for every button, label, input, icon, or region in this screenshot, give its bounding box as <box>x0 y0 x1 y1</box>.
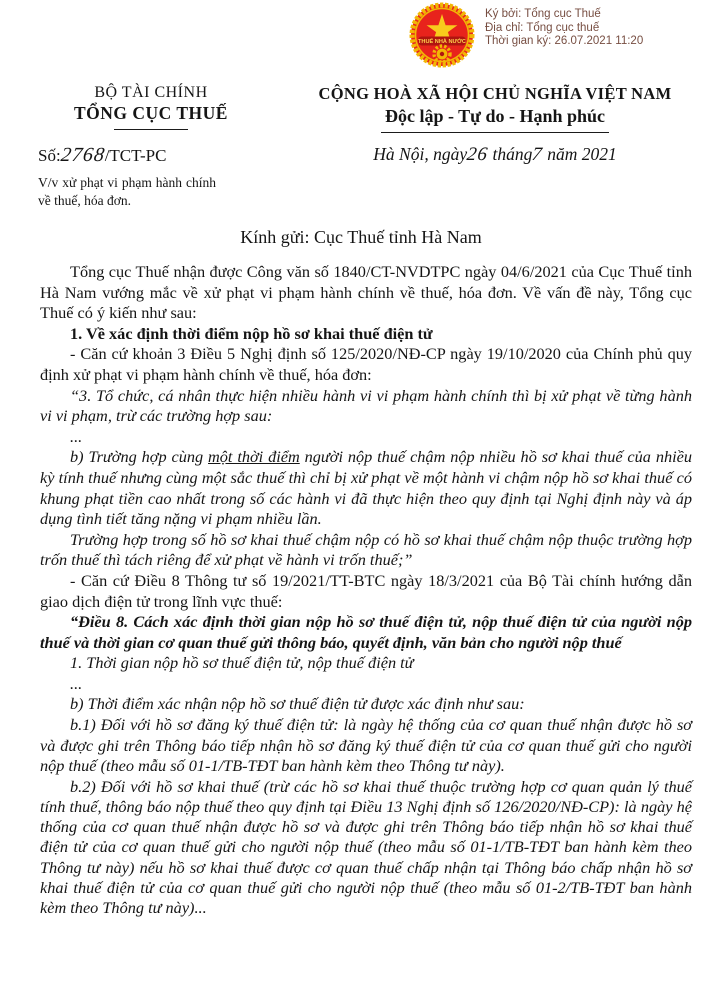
doc-number-block <box>26 144 276 210</box>
body-quote-article-8-title: “Điều 8. Cách xác định thời gian nộp hồ sơ thuế điện tử, nộp thuế điện tử của người nộp thuế và thời gian cơ quan thuế gửi thông báo, quyết định, văn bản cho người nộp thuế <box>40 612 692 652</box>
date-prefix: Hà Nội, ngày <box>373 144 468 164</box>
body-quote-point-b-confirm: b) Thời điểm xác nhận nộp hồ sơ thuế điện tử được xác định như sau: <box>70 694 525 714</box>
national-title: CỘNG HOÀ XÃ HỘI CHỦ NGHĨA VIỆT NAM <box>318 84 672 103</box>
quote-b-underlined: một thời điểm <box>208 447 300 467</box>
body-paragraph-intro: Tổng cục Thuế nhận được Công văn số 1840/CT-NVDTPC ngày 04/6/2021 của Cục Thuế tỉnh Hà Nam vướng mắc về xử phạt vi phạm hành chính về thuế, hóa đơn. Về vấn đề này, Tổng cục Thuế có ý kiến như sau: <box>40 262 692 323</box>
document-meta <box>0 144 722 210</box>
date-middle: tháng <box>492 144 533 164</box>
body-quote-truong-hop: Trường hợp trong số hồ sơ khai thuế chậm nộp có hồ sơ khai thuế chậm nộp thuộc trường hợp trốn thuế thì tách riêng để xử phạt về hành vi trốn thuế;” <box>40 529 692 570</box>
signature-address: Địa chỉ: Tổng cục thuế <box>485 21 600 34</box>
agency-divider <box>114 129 188 130</box>
ministry-name: BỘ TÀI CHÍNH <box>94 84 208 101</box>
doc-number-suffix: /TCT-PC <box>104 146 167 165</box>
doc-number <box>38 144 276 167</box>
signature-signer: Ký bởi: Tổng cục Thuế <box>485 8 601 20</box>
national-motto-block <box>276 84 722 133</box>
body-quote-clause-3: “3. Tổ chức, cá nhân thực hiện nhiều hành vi vi phạm hành chính thì bị xử phạt về từng hành vi vi phạm, trừ các trường hợp sau: <box>40 385 692 426</box>
body-quote-point-b2: b.2) Đối với hồ sơ khai thuế (trừ các hồ sơ khai thuế thuộc trường hợp cơ quan quản lý thuế tính thuế, thông báo nộp thuế theo quy định tại Điều 13 Nghị định số 126/2020/NĐ-CP): là ngày hệ thống của cơ quan thuế nhận được hồ sơ và được ghi trên Thông báo tiếp nhận hồ sơ khai thuế điện tử của cơ quan thuế gửi cho người nộp thuế (theo mẫu số 01-1/TB-TĐT ban hành kèm theo Thông tư này) nếu hồ sơ khai thuế được cơ quan thuế chấp nhận tại Thông báo chấp nhận hồ sơ khai thuế điện tử của cơ quan thuế gửi cho người nộp thuế (theo mẫu số 01-2/TB-TĐT ban hành kèm theo Thông tư này)... <box>40 776 692 918</box>
tax-emblem-icon <box>408 2 476 68</box>
issuing-agency-block <box>26 84 276 133</box>
doc-subject-line2: chính về thuế, hóa đơn. <box>38 175 217 208</box>
doc-number-label: Số: <box>38 146 61 165</box>
emblem-banner-text: THUẾ NHÀ NƯỚC <box>418 39 466 45</box>
quote-b-pre: b) Trường hợp cùng <box>70 447 209 467</box>
doc-number-handwritten: 2768 <box>59 144 107 166</box>
doc-subject-line1: V/v xử phạt vi phạm hành <box>38 175 183 190</box>
motto-divider <box>381 132 609 133</box>
place-date-block <box>276 144 722 210</box>
body-quote-article-8-item-1: 1. Thời gian nộp hồ sơ thuế điện tử, nộp thuế điện tử <box>70 653 414 673</box>
place-date <box>276 144 714 166</box>
body-ellipsis-2: ... <box>70 673 83 693</box>
recipient-line: Kính gửi: Cục Thuế tỉnh Hà Nam <box>240 227 482 247</box>
date-day-handwritten: 26 <box>465 144 490 165</box>
body-quote-point-b1: b.1) Đối với hồ sơ đăng ký thuế điện tử: là ngày hệ thống của cơ quan thuế nhận được hồ sơ và được ghi trên Thông báo tiếp nhận hồ sơ đăng ký thuế điện tử của cơ quan thuế gửi cho người nộp thuế (theo mẫu số 01-1/TB-TĐT ban hành kèm theo Thông tư này). <box>40 715 692 776</box>
date-month-handwritten: 7 <box>530 144 545 165</box>
department-name: TỔNG CỤC THUẾ <box>74 103 228 123</box>
body-paragraph-legal-basis-2: - Căn cứ Điều 8 Thông tư số 19/2021/TT-BTC ngày 18/3/2021 của Bộ Tài chính hướng dẫn giao dịch điện tử trong lĩnh vực thuế: <box>40 570 692 611</box>
body-paragraph-legal-basis-1: - Căn cứ khoản 3 Điều 5 Nghị định số 125/2020/NĐ-CP ngày 19/10/2020 của Chính phủ quy định xử phạt vi phạm hành chính về thuế, hóa đơn: <box>40 344 692 384</box>
signature-info <box>485 8 643 49</box>
quote-b-post: người nộp thuế chậm nộp nhiều hồ sơ khai thuế của nhiều kỳ tính thuế nhưng cùng một sắc thuế thì chỉ bị xử phạt về một hành vi chậm nộp hồ sơ khai thuế có khung phạt tiền cao nhất trong số các hành vi đã thực hiện theo quy định tại Nghị định này và áp dụng tình tiết tăng nặng vi phạm nhiều lần. <box>40 447 692 529</box>
body-quote-point-b <box>40 447 692 529</box>
document-body <box>0 262 722 918</box>
signature-time: Thời gian ký: 26.07.2021 11:20 <box>485 35 644 47</box>
body-heading-1: 1. Về xác định thời điểm nộp hồ sơ khai thuế điện tử <box>70 323 433 343</box>
letterhead <box>0 84 722 133</box>
national-motto: Độc lập - Tự do - Hạnh phúc <box>384 106 606 126</box>
doc-subject <box>38 174 216 210</box>
date-suffix: năm 2021 <box>547 144 617 164</box>
body-ellipsis-1: ... <box>70 426 83 446</box>
digital-signature-stamp <box>408 2 643 68</box>
